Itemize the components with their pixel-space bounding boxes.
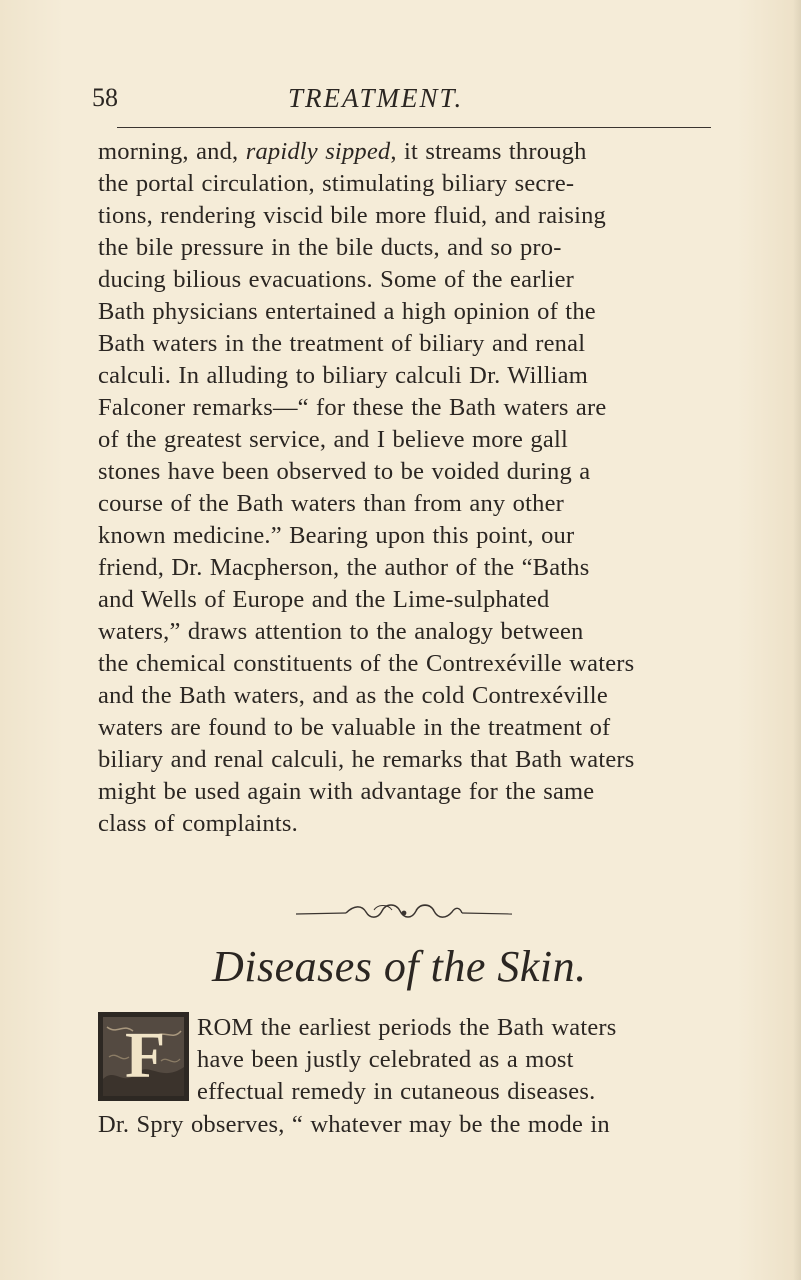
text-line: have been justly celebrated as a most	[197, 1046, 574, 1073]
text-line: morning, and, rapidly sipped, it streams through	[98, 138, 587, 165]
page-edge-shadow	[793, 0, 801, 1280]
text-line: Falconer remarks—“ for these the Bath waters are	[98, 394, 607, 421]
text-line: of the greatest service, and I believe more gall	[98, 426, 568, 453]
running-head	[92, 78, 712, 122]
text-line: known medicine.” Bearing upon this point, our	[98, 522, 575, 549]
text-line: Bath waters in the treatment of biliary and renal	[98, 330, 586, 357]
text-line: the chemical constituents of the Contrexéville waters	[98, 650, 635, 677]
text-line: course of the Bath waters than from any other	[98, 490, 565, 517]
ornamental-initial-icon	[98, 1012, 189, 1101]
decorative-divider-icon	[296, 900, 512, 926]
text-line: biliary and renal calculi, he remarks that Bath waters	[98, 746, 635, 773]
section-first-paragraph	[197, 1012, 715, 1108]
main-paragraph	[98, 136, 715, 840]
drop-cap-panel	[103, 1017, 184, 1096]
continuation-line: Dr. Spry observes, “ whatever may be the mode in	[98, 1111, 610, 1138]
text-line: and the Bath waters, and as the cold Contrexéville	[98, 682, 608, 709]
text-line: tions, rendering viscid bile more fluid, and raising	[98, 202, 606, 229]
text-line: effectual remedy in cutaneous diseases.	[197, 1078, 596, 1105]
text-line: stones have been observed to be voided during a	[98, 458, 591, 485]
page-number: 58	[92, 83, 118, 112]
text-line: friend, Dr. Macpherson, the author of the “Baths	[98, 554, 590, 581]
drop-cap-letter: F	[125, 1019, 166, 1092]
section-heading: Diseases of the Skin.	[212, 942, 587, 991]
text-line: waters,” draws attention to the analogy between	[98, 618, 584, 645]
text-line: class of complaints.	[98, 810, 298, 837]
italic-phrase: rapidly sipped	[245, 138, 391, 165]
text-line: ducing bilious evacuations. Some of the earlier	[98, 266, 575, 293]
text-line: waters are found to be valuable in the treatment of	[98, 714, 611, 741]
text-line: might be used again with advantage for the same	[98, 778, 595, 805]
text-line: ROM the earliest periods the Bath waters	[197, 1014, 617, 1041]
text-line: and Wells of Europe and the Lime-sulphated	[98, 586, 550, 613]
header-rule	[117, 127, 711, 128]
text-line: the portal circulation, stimulating biliary secre-	[98, 170, 575, 197]
text-line: Bath physicians entertained a high opinion of the	[98, 298, 596, 325]
text-line: the bile pressure in the bile ducts, and so pro-	[98, 234, 562, 261]
running-title: TREATMENT.	[288, 83, 464, 113]
text-line: calculi. In alluding to biliary calculi Dr. William	[98, 362, 588, 389]
